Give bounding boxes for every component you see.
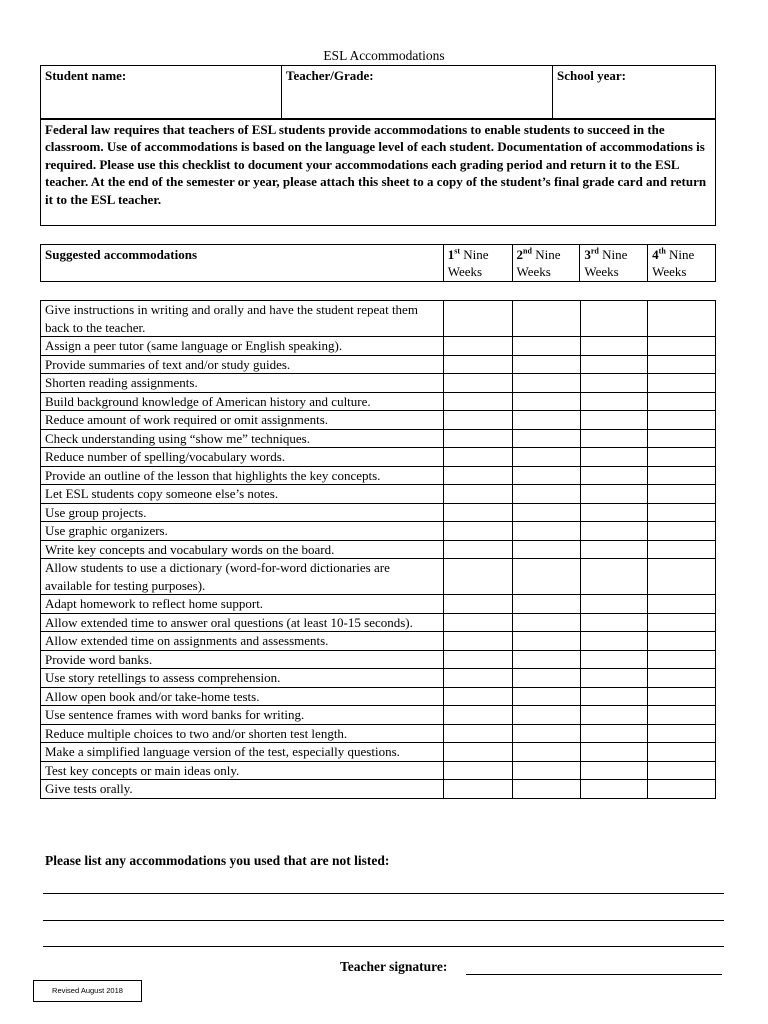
check-cell-period-2[interactable] xyxy=(512,355,580,374)
check-cell-period-3[interactable] xyxy=(580,337,648,356)
check-cell-period-1[interactable] xyxy=(444,724,513,743)
accommodation-label: Assign a peer tutor (same language or English speaking). xyxy=(41,337,444,356)
check-cell-period-3[interactable] xyxy=(580,780,648,799)
accommodation-label: Let ESL students copy someone else’s notes. xyxy=(41,485,444,504)
accommodation-label: Make a simplified language version of the test, especially questions. xyxy=(41,743,444,762)
accommodation-label: Write key concepts and vocabulary words on the board. xyxy=(41,540,444,559)
check-cell-period-2[interactable] xyxy=(512,761,580,780)
table-row xyxy=(41,780,716,799)
check-cell-period-3[interactable] xyxy=(580,559,648,595)
period-header-3: 3rd Nine Weeks xyxy=(580,245,648,282)
table-row xyxy=(41,301,716,337)
teacher-signature-line[interactable] xyxy=(466,974,722,975)
notice-table xyxy=(40,118,716,226)
check-cell-period-4[interactable] xyxy=(648,650,716,669)
check-cell-period-1[interactable] xyxy=(444,485,513,504)
accommodation-label: Use sentence frames with word banks for writing. xyxy=(41,706,444,725)
check-cell-period-2[interactable] xyxy=(512,706,580,725)
check-cell-period-4[interactable] xyxy=(648,687,716,706)
check-cell-period-2[interactable] xyxy=(512,374,580,393)
check-cell-period-1[interactable] xyxy=(444,392,513,411)
check-cell-period-3[interactable] xyxy=(580,540,648,559)
check-cell-period-2[interactable] xyxy=(512,632,580,651)
check-cell-period-4[interactable] xyxy=(648,448,716,467)
table-row xyxy=(41,743,716,762)
accommodation-label: Reduce multiple choices to two and/or shorten test length. xyxy=(41,724,444,743)
student-name-field[interactable]: Student name: xyxy=(41,66,282,120)
check-cell-period-4[interactable] xyxy=(648,669,716,688)
accommodation-label: Provide summaries of text and/or study guides. xyxy=(41,355,444,374)
other-accommodations-prompt: Please list any accommodations you used that are not listed: xyxy=(45,853,390,868)
table-row xyxy=(41,613,716,632)
check-cell-period-2[interactable] xyxy=(512,669,580,688)
accommodation-label: Allow students to use a dictionary (word-for-word dictionaries are available for testing purposes). xyxy=(41,559,444,595)
check-cell-period-1[interactable] xyxy=(444,687,513,706)
check-cell-period-3[interactable] xyxy=(580,466,648,485)
check-cell-period-1[interactable] xyxy=(444,669,513,688)
check-cell-period-2[interactable] xyxy=(512,503,580,522)
check-cell-period-4[interactable] xyxy=(648,503,716,522)
table-row xyxy=(41,761,716,780)
check-cell-period-1[interactable] xyxy=(444,650,513,669)
check-cell-period-4[interactable] xyxy=(648,540,716,559)
table-row xyxy=(41,540,716,559)
table-row xyxy=(41,392,716,411)
page-title: ESL Accommodations xyxy=(323,48,445,63)
check-cell-period-3[interactable] xyxy=(580,503,648,522)
check-cell-period-2[interactable] xyxy=(512,466,580,485)
check-cell-period-2[interactable] xyxy=(512,429,580,448)
check-cell-period-1[interactable] xyxy=(444,595,513,614)
check-cell-period-3[interactable] xyxy=(580,743,648,762)
check-cell-period-2[interactable] xyxy=(512,540,580,559)
check-cell-period-4[interactable] xyxy=(648,724,716,743)
check-cell-period-1[interactable] xyxy=(444,743,513,762)
period-header-4: 4th Nine Weeks xyxy=(648,245,716,282)
check-cell-period-3[interactable] xyxy=(580,411,648,430)
check-cell-period-2[interactable] xyxy=(512,392,580,411)
check-cell-period-3[interactable] xyxy=(580,374,648,393)
revised-date-box: Revised August 2018 xyxy=(33,980,142,1002)
check-cell-period-3[interactable] xyxy=(580,522,648,541)
check-cell-period-4[interactable] xyxy=(648,613,716,632)
check-cell-period-4[interactable] xyxy=(648,485,716,504)
table-row xyxy=(41,429,716,448)
table-row xyxy=(41,632,716,651)
suggested-accommodations-header: Suggested accommodations xyxy=(41,245,444,282)
table-row xyxy=(41,466,716,485)
check-cell-period-3[interactable] xyxy=(580,761,648,780)
accommodation-label: Provide word banks. xyxy=(41,650,444,669)
check-cell-period-2[interactable] xyxy=(512,687,580,706)
accommodation-label: Reduce amount of work required or omit assignments. xyxy=(41,411,444,430)
school-year-field[interactable]: School year: xyxy=(553,66,716,120)
check-cell-period-3[interactable] xyxy=(580,669,648,688)
accommodation-label: Use graphic organizers. xyxy=(41,522,444,541)
check-cell-period-1[interactable] xyxy=(444,301,513,337)
check-cell-period-3[interactable] xyxy=(580,301,648,337)
check-cell-period-4[interactable] xyxy=(648,429,716,448)
table-row xyxy=(41,355,716,374)
check-cell-period-2[interactable] xyxy=(512,595,580,614)
check-cell-period-1[interactable] xyxy=(444,559,513,595)
table-row xyxy=(41,650,716,669)
check-cell-period-4[interactable] xyxy=(648,761,716,780)
check-cell-period-4[interactable] xyxy=(648,595,716,614)
check-cell-period-2[interactable] xyxy=(512,724,580,743)
accommodation-label: Give instructions in writing and orally and have the student repeat them back to the teacher. xyxy=(41,301,444,337)
accommodation-label: Shorten reading assignments. xyxy=(41,374,444,393)
check-cell-period-2[interactable] xyxy=(512,411,580,430)
check-cell-period-3[interactable] xyxy=(580,448,648,467)
check-cell-period-1[interactable] xyxy=(444,466,513,485)
check-cell-period-1[interactable] xyxy=(444,540,513,559)
table-row xyxy=(41,595,716,614)
check-cell-period-4[interactable] xyxy=(648,466,716,485)
check-cell-period-4[interactable] xyxy=(648,355,716,374)
check-cell-period-2[interactable] xyxy=(512,559,580,595)
accommodation-label: Allow open book and/or take-home tests. xyxy=(41,687,444,706)
table-row xyxy=(41,706,716,725)
check-cell-period-1[interactable] xyxy=(444,337,513,356)
teacher-grade-field[interactable]: Teacher/Grade: xyxy=(282,66,553,120)
accommodation-label: Allow extended time on assignments and assessments. xyxy=(41,632,444,651)
check-cell-period-2[interactable] xyxy=(512,650,580,669)
check-cell-period-4[interactable] xyxy=(648,522,716,541)
check-cell-period-3[interactable] xyxy=(580,485,648,504)
check-cell-period-4[interactable] xyxy=(648,411,716,430)
table-row xyxy=(41,559,716,595)
check-cell-period-2[interactable] xyxy=(512,485,580,504)
check-cell-period-3[interactable] xyxy=(580,706,648,725)
check-cell-period-4[interactable] xyxy=(648,632,716,651)
table-row xyxy=(41,411,716,430)
accommodation-label: Provide an outline of the lesson that highlights the key concepts. xyxy=(41,466,444,485)
check-cell-period-1[interactable] xyxy=(444,429,513,448)
check-cell-period-4[interactable] xyxy=(648,392,716,411)
check-cell-period-1[interactable] xyxy=(444,613,513,632)
student-info-table xyxy=(40,65,716,120)
check-cell-period-1[interactable] xyxy=(444,632,513,651)
check-cell-period-1[interactable] xyxy=(444,761,513,780)
check-cell-period-1[interactable] xyxy=(444,503,513,522)
table-row xyxy=(41,669,716,688)
check-cell-period-2[interactable] xyxy=(512,743,580,762)
check-cell-period-2[interactable] xyxy=(512,448,580,467)
check-cell-period-3[interactable] xyxy=(580,355,648,374)
check-cell-period-3[interactable] xyxy=(580,687,648,706)
check-cell-period-3[interactable] xyxy=(580,429,648,448)
table-row xyxy=(41,503,716,522)
check-cell-period-1[interactable] xyxy=(444,706,513,725)
table-row xyxy=(41,522,716,541)
table-row xyxy=(41,724,716,743)
check-cell-period-4[interactable] xyxy=(648,706,716,725)
check-cell-period-3[interactable] xyxy=(580,632,648,651)
period-header-table xyxy=(40,244,716,282)
check-cell-period-4[interactable] xyxy=(648,374,716,393)
period-header-1: 1st Nine Weeks xyxy=(443,245,512,282)
notice-text: Federal law requires that teachers of ESL students provide accommodations to enable students to succeed in the classroom. Use of accommodations is based on the language level of each student. Documentation of accommodations is required. Please use this checklist to document your accommodations each grading period and return it to the ESL teacher. At the end of the semester or year, please attach this sheet to a copy of the student’s final grade card and return it to the ESL teacher. xyxy=(41,119,716,226)
check-cell-period-1[interactable] xyxy=(444,411,513,430)
accommodation-label: Adapt homework to reflect home support. xyxy=(41,595,444,614)
check-cell-period-1[interactable] xyxy=(444,780,513,799)
accommodation-label: Check understanding using “show me” techniques. xyxy=(41,429,444,448)
write-in-line-3[interactable] xyxy=(43,946,724,947)
check-cell-period-3[interactable] xyxy=(580,613,648,632)
write-in-line-2[interactable] xyxy=(43,920,724,921)
teacher-signature-label: Teacher signature: xyxy=(340,959,448,974)
check-cell-period-1[interactable] xyxy=(444,355,513,374)
check-cell-period-3[interactable] xyxy=(580,392,648,411)
check-cell-period-1[interactable] xyxy=(444,448,513,467)
check-cell-period-2[interactable] xyxy=(512,613,580,632)
accommodation-label: Allow extended time to answer oral questions (at least 10-15 seconds). xyxy=(41,613,444,632)
check-cell-period-1[interactable] xyxy=(444,522,513,541)
accommodation-label: Build background knowledge of American history and culture. xyxy=(41,392,444,411)
table-row xyxy=(41,448,716,467)
check-cell-period-3[interactable] xyxy=(580,595,648,614)
check-cell-period-4[interactable] xyxy=(648,559,716,595)
accommodation-label: Test key concepts or main ideas only. xyxy=(41,761,444,780)
period-header-2: 2nd Nine Weeks xyxy=(512,245,580,282)
write-in-line-1[interactable] xyxy=(43,893,724,894)
check-cell-period-3[interactable] xyxy=(580,724,648,743)
table-row xyxy=(41,687,716,706)
table-row xyxy=(41,374,716,393)
check-cell-period-2[interactable] xyxy=(512,337,580,356)
accommodation-label: Reduce number of spelling/vocabulary words. xyxy=(41,448,444,467)
check-cell-period-4[interactable] xyxy=(648,301,716,337)
check-cell-period-2[interactable] xyxy=(512,301,580,337)
check-cell-period-1[interactable] xyxy=(444,374,513,393)
accommodation-label: Use story retellings to assess comprehension. xyxy=(41,669,444,688)
accommodations-table xyxy=(40,300,716,799)
check-cell-period-4[interactable] xyxy=(648,743,716,762)
check-cell-period-2[interactable] xyxy=(512,780,580,799)
table-row xyxy=(41,337,716,356)
check-cell-period-2[interactable] xyxy=(512,522,580,541)
accommodation-label: Give tests orally. xyxy=(41,780,444,799)
table-row xyxy=(41,485,716,504)
check-cell-period-3[interactable] xyxy=(580,650,648,669)
check-cell-period-4[interactable] xyxy=(648,337,716,356)
check-cell-period-4[interactable] xyxy=(648,780,716,799)
accommodation-label: Use group projects. xyxy=(41,503,444,522)
